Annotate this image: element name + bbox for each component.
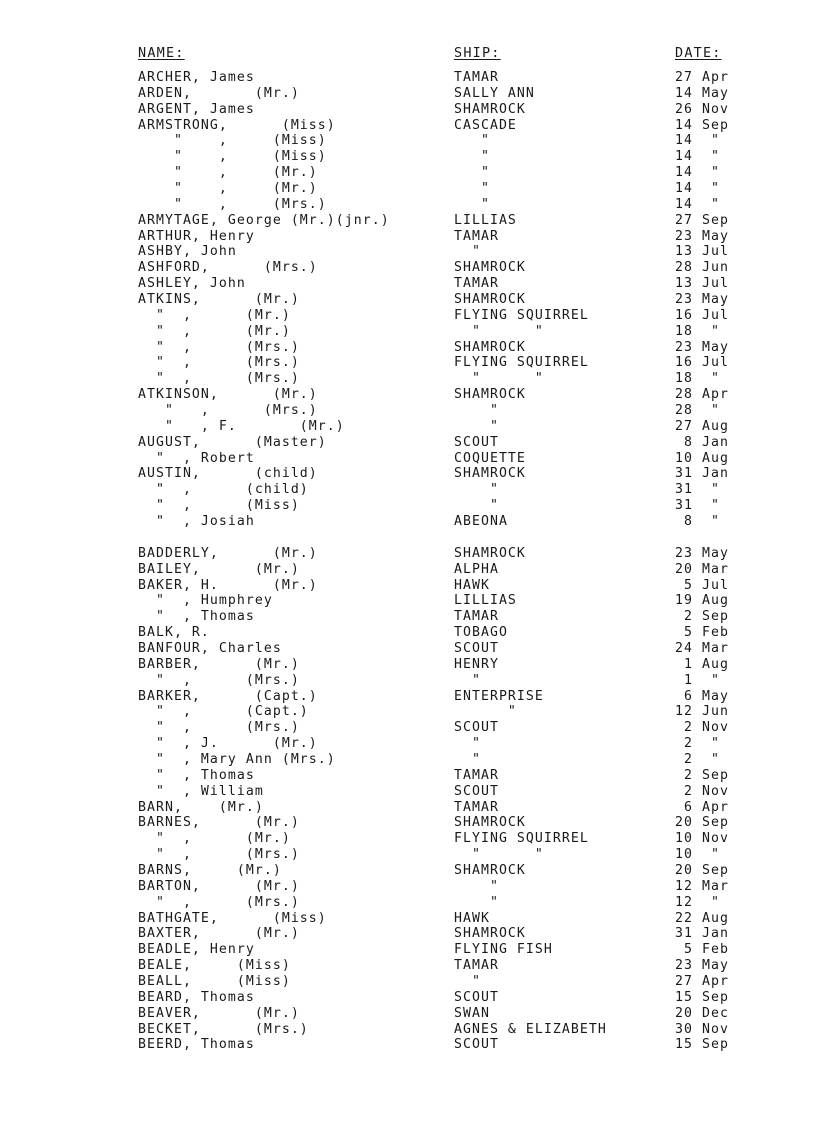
table-row <box>0 625 816 641</box>
table-row <box>0 229 816 245</box>
arrival-date: 14 " <box>675 196 720 212</box>
passenger-name: " , (Miss) <box>138 133 327 149</box>
table-row <box>0 466 816 482</box>
ship-name: SCOUT <box>454 640 499 656</box>
arrival-date: 10 Aug <box>675 450 729 466</box>
arrival-date: 23 May <box>675 228 729 244</box>
ship-name: LILLIAS <box>454 593 517 609</box>
ship-name: " <box>454 403 499 419</box>
table-row <box>0 942 816 958</box>
table-row <box>0 911 816 927</box>
table-row <box>0 657 816 673</box>
arrival-date: 31 " <box>675 498 720 514</box>
arrival-date: 15 Sep <box>675 989 729 1005</box>
arrival-date: 20 Dec <box>675 1005 729 1021</box>
table-row <box>0 197 816 213</box>
ship-name: TAMAR <box>454 958 499 974</box>
ship-name: SWAN <box>454 1005 490 1021</box>
arrival-date: 8 Jan <box>675 434 729 450</box>
table-row <box>0 863 816 879</box>
table-row <box>0 546 816 562</box>
passenger-name: BADDERLY, (Mr.) <box>138 545 318 561</box>
ship-name: FLYING FISH <box>454 942 553 958</box>
table-row <box>0 736 816 752</box>
passenger-name: ARCHER, James <box>138 70 255 85</box>
passenger-name: " , (Mrs.) <box>138 847 300 863</box>
arrival-date: 12 " <box>675 894 720 910</box>
table-row <box>0 974 816 990</box>
ship-name: ENTERPRISE <box>454 688 544 704</box>
table-row <box>0 1037 816 1053</box>
ship-name: " " <box>454 323 544 339</box>
arrival-date: 18 " <box>675 371 720 387</box>
arrival-date: 31 Jan <box>675 466 729 482</box>
passenger-name: BATHGATE, (Miss) <box>138 910 327 926</box>
ship-name: " <box>454 672 481 688</box>
arrival-date: 5 Feb <box>675 625 729 641</box>
ship-name: SHAMROCK <box>454 926 526 942</box>
passenger-name: ARMSTRONG, (Miss) <box>138 117 336 133</box>
passenger-name: BARBER, (Mr.) <box>138 656 300 672</box>
passenger-name: BAXTER, (Mr.) <box>138 926 300 942</box>
arrival-date: 2 Sep <box>675 767 729 783</box>
ship-name: " <box>454 133 490 149</box>
ship-name: " <box>454 973 481 989</box>
passenger-name: BARTON, (Mr.) <box>138 878 300 894</box>
ship-name: " <box>454 894 499 910</box>
table-row <box>0 1006 816 1022</box>
table-row <box>0 213 816 229</box>
passenger-name: BARNES, (Mr.) <box>138 815 300 831</box>
arrival-date: 31 Jan <box>675 926 729 942</box>
arrival-date: 14 May <box>675 85 729 101</box>
arrival-date: 2 " <box>675 751 720 767</box>
ship-name: " <box>454 498 499 514</box>
arrival-date: 27 Sep <box>675 212 729 228</box>
ship-name: SHAMROCK <box>454 466 526 482</box>
header-ship: SHIP: <box>454 45 501 61</box>
arrival-date: 27 Aug <box>675 418 729 434</box>
table-row <box>0 276 816 292</box>
arrival-date: 13 Jul <box>675 244 729 260</box>
arrival-date: 20 Mar <box>675 561 729 577</box>
passenger-name: " , Mary Ann (Mrs.) <box>138 751 336 767</box>
ship-name: TAMAR <box>454 609 499 625</box>
passenger-name: AUSTIN, (child) <box>138 466 318 482</box>
passenger-name: " , (Capt.) <box>138 704 309 720</box>
table-row <box>0 768 816 784</box>
passenger-name: BARN, (Mr.) <box>138 799 264 815</box>
table-row <box>0 133 816 149</box>
ship-name: FLYING SQUIRREL <box>454 355 589 371</box>
arrival-date: 18 " <box>675 323 720 339</box>
passenger-name: " , (Mrs.) <box>138 720 300 736</box>
passenger-name: " , (Mr.) <box>138 323 291 339</box>
arrival-date: 2 Nov <box>675 783 729 799</box>
table-row <box>0 1022 816 1038</box>
table-row <box>0 673 816 689</box>
ship-name: " <box>454 181 490 197</box>
passenger-name: " , (Mrs.) <box>138 196 327 212</box>
passenger-name: ASHLEY, John <box>138 276 246 292</box>
table-row <box>0 720 816 736</box>
passenger-name: " , (Mrs.) <box>138 672 300 688</box>
table-row <box>0 260 816 276</box>
table-row <box>0 435 816 451</box>
ship-name: " <box>454 149 490 165</box>
table-row <box>0 102 816 118</box>
table-row <box>0 340 816 356</box>
arrival-date: 16 Jul <box>675 307 729 323</box>
passenger-name: " , (Mrs.) <box>138 339 300 355</box>
table-row <box>0 371 816 387</box>
arrival-date: 14 Sep <box>675 117 729 133</box>
arrival-date: 28 Jun <box>675 260 729 276</box>
arrival-date: 5 Jul <box>675 577 729 593</box>
table-row <box>0 530 816 546</box>
ship-name: SHAMROCK <box>454 545 526 561</box>
ship-name: SHAMROCK <box>454 387 526 403</box>
ship-name: SCOUT <box>454 434 499 450</box>
ship-name: " <box>454 196 490 212</box>
arrival-date: 2 Nov <box>675 720 729 736</box>
passenger-name: BAKER, H. (Mr.) <box>138 577 318 593</box>
table-row <box>0 292 816 308</box>
table-row <box>0 990 816 1006</box>
ship-name: " " <box>454 847 544 863</box>
table-row <box>0 815 816 831</box>
table-row <box>0 498 816 514</box>
passenger-name: " , William <box>138 783 264 799</box>
ship-name: HAWK <box>454 577 490 593</box>
arrival-date: 14 " <box>675 149 720 165</box>
arrival-date: 23 May <box>675 339 729 355</box>
arrival-date: 28 Apr <box>675 387 729 403</box>
passenger-name: BEAVER, (Mr.) <box>138 1005 300 1021</box>
table-row <box>0 387 816 403</box>
table-row <box>0 879 816 895</box>
ship-name: " <box>454 418 499 434</box>
arrival-date: 27 Apr <box>675 973 729 989</box>
passenger-name: ARGENT, James <box>138 101 255 117</box>
ship-name: TAMAR <box>454 767 499 783</box>
passenger-name: " , Thomas <box>138 767 255 783</box>
table-row <box>0 308 816 324</box>
passenger-name: ATKINSON, (Mr.) <box>138 387 318 403</box>
table-row <box>0 562 816 578</box>
passenger-name: BEALL, (Miss) <box>138 973 291 989</box>
arrival-date: 8 " <box>675 514 720 530</box>
arrival-date: 13 Jul <box>675 276 729 292</box>
table-row <box>0 482 816 498</box>
ship-name: FLYING SQUIRREL <box>454 307 589 323</box>
table-row <box>0 609 816 625</box>
passenger-name: ATKINS, (Mr.) <box>138 292 300 308</box>
passenger-name: " , J. (Mr.) <box>138 736 318 752</box>
table-row <box>0 165 816 181</box>
ship-name: HENRY <box>454 656 499 672</box>
passenger-name: " , (Mr.) <box>138 181 318 197</box>
ship-name: TOBAGO <box>454 625 508 641</box>
table-row <box>0 704 816 720</box>
arrival-date: 10 " <box>675 847 720 863</box>
table-row <box>0 831 816 847</box>
ship-name: " <box>454 736 481 752</box>
passenger-name: BAILEY, (Mr.) <box>138 561 300 577</box>
arrival-date: 14 " <box>675 181 720 197</box>
ship-name: ALPHA <box>454 561 499 577</box>
table-row <box>0 181 816 197</box>
table-row <box>0 593 816 609</box>
ship-name: TAMAR <box>454 276 499 292</box>
table-row <box>0 149 816 165</box>
ship-name: AGNES & ELIZABETH <box>454 1021 607 1037</box>
table-row <box>0 403 816 419</box>
passenger-name: BEARD, Thomas <box>138 989 255 1005</box>
passenger-name: " , (Mr.) <box>138 831 291 847</box>
ship-name: SHAMROCK <box>454 862 526 878</box>
ship-name: " <box>454 878 499 894</box>
ship-name: " <box>454 244 481 260</box>
ship-name: CASCADE <box>454 117 517 133</box>
ship-name: LILLIAS <box>454 212 517 228</box>
ship-name: SCOUT <box>454 1037 499 1053</box>
arrival-date: 26 Nov <box>675 101 729 117</box>
arrival-date: 1 Aug <box>675 656 729 672</box>
passenger-name: " , (Mr.) <box>138 307 291 323</box>
passenger-name: BEALE, (Miss) <box>138 958 291 974</box>
arrival-date: 14 " <box>675 165 720 181</box>
passenger-name: " , (Mrs.) <box>138 403 318 419</box>
ship-name: " <box>454 482 499 498</box>
ship-name: SALLY ANN <box>454 85 535 101</box>
passenger-name: BARKER, (Capt.) <box>138 688 318 704</box>
arrival-date: 2 " <box>675 736 720 752</box>
table-row <box>0 784 816 800</box>
ship-name: SHAMROCK <box>454 260 526 276</box>
passenger-name: " , Robert <box>138 450 255 466</box>
arrival-date: 10 Nov <box>675 831 729 847</box>
table-row <box>0 641 816 657</box>
arrival-date: 22 Aug <box>675 910 729 926</box>
header-date: DATE: <box>675 45 722 61</box>
passenger-name: " , Humphrey <box>138 593 273 609</box>
passenger-name: " , (child) <box>138 482 309 498</box>
table-row <box>0 355 816 371</box>
table-row <box>0 578 816 594</box>
passenger-name: BEERD, Thomas <box>138 1037 255 1053</box>
ship-name: TAMAR <box>454 70 499 85</box>
arrival-date: 23 May <box>675 292 729 308</box>
arrival-date: 16 Jul <box>675 355 729 371</box>
ship-name: SHAMROCK <box>454 292 526 308</box>
ship-name: TAMAR <box>454 228 499 244</box>
passenger-name: " , (Mrs.) <box>138 355 300 371</box>
table-row <box>0 118 816 134</box>
passenger-name: " , (Mr.) <box>138 165 318 181</box>
table-row <box>0 752 816 768</box>
passenger-name: " , (Mrs.) <box>138 371 300 387</box>
passenger-name: AUGUST, (Master) <box>138 434 327 450</box>
ship-name: " <box>454 704 517 720</box>
ship-name: SCOUT <box>454 783 499 799</box>
ship-name: " " <box>454 371 544 387</box>
arrival-date: 20 Sep <box>675 862 729 878</box>
ship-name: SHAMROCK <box>454 815 526 831</box>
table-row <box>0 926 816 942</box>
passenger-name: BALK, R. <box>138 625 210 641</box>
ship-name: SCOUT <box>454 720 499 736</box>
ship-name: " <box>454 751 481 767</box>
arrival-date: 19 Aug <box>675 593 729 609</box>
ship-name: SCOUT <box>454 989 499 1005</box>
arrival-date: 15 Sep <box>675 1037 729 1053</box>
passenger-name: ASHBY, John <box>138 244 237 260</box>
arrival-date: 28 " <box>675 403 720 419</box>
arrival-date: 23 May <box>675 958 729 974</box>
arrival-date: 31 " <box>675 482 720 498</box>
table-row <box>0 895 816 911</box>
passenger-name: ASHFORD, (Mrs.) <box>138 260 318 276</box>
ship-name: SHAMROCK <box>454 101 526 117</box>
table-row <box>0 800 816 816</box>
passenger-name: BECKET, (Mrs.) <box>138 1021 309 1037</box>
passenger-name: " , Josiah <box>138 514 255 530</box>
table-row <box>0 419 816 435</box>
ship-name: COQUETTE <box>454 450 526 466</box>
ship-name: ABEONA <box>454 514 508 530</box>
passenger-name: " , Thomas <box>138 609 255 625</box>
arrival-date: 23 May <box>675 545 729 561</box>
header-name: NAME: <box>138 45 185 61</box>
arrival-date: 6 May <box>675 688 729 704</box>
table-row <box>0 86 816 102</box>
arrival-date: 2 Sep <box>675 609 729 625</box>
arrival-date: 30 Nov <box>675 1021 729 1037</box>
table-row <box>0 70 816 86</box>
table-row <box>0 689 816 705</box>
ship-name: FLYING SQUIRREL <box>454 831 589 847</box>
ship-name: HAWK <box>454 910 490 926</box>
arrival-date: 1 " <box>675 672 720 688</box>
passenger-name: " , (Miss) <box>138 149 327 165</box>
table-row <box>0 514 816 530</box>
arrival-date: 12 Mar <box>675 878 729 894</box>
passenger-name: BARNS, (Mr.) <box>138 862 282 878</box>
table-row <box>0 958 816 974</box>
arrival-date: 14 " <box>675 133 720 149</box>
arrival-date: 20 Sep <box>675 815 729 831</box>
table-row <box>0 244 816 260</box>
passenger-list <box>0 70 816 1053</box>
passenger-name: BEADLE, Henry <box>138 942 255 958</box>
table-row <box>0 324 816 340</box>
arrival-date: 12 Jun <box>675 704 729 720</box>
ship-name: SHAMROCK <box>454 339 526 355</box>
arrival-date: 5 Feb <box>675 942 729 958</box>
passenger-name: ARTHUR, Henry <box>138 228 255 244</box>
passenger-name: " , (Miss) <box>138 498 300 514</box>
passenger-name: " , (Mrs.) <box>138 894 300 910</box>
arrival-date: 27 Apr <box>675 70 729 85</box>
passenger-name: ARMYTAGE, George (Mr.)(jnr.) <box>138 212 390 228</box>
passenger-name: BANFOUR, Charles <box>138 640 282 656</box>
ship-name: TAMAR <box>454 799 499 815</box>
passenger-name: " , F. (Mr.) <box>138 418 345 434</box>
ship-name: " <box>454 165 490 181</box>
passenger-name: ARDEN, (Mr.) <box>138 85 300 101</box>
arrival-date: 24 Mar <box>675 640 729 656</box>
table-row <box>0 451 816 467</box>
arrival-date: 6 Apr <box>675 799 729 815</box>
table-row <box>0 847 816 863</box>
